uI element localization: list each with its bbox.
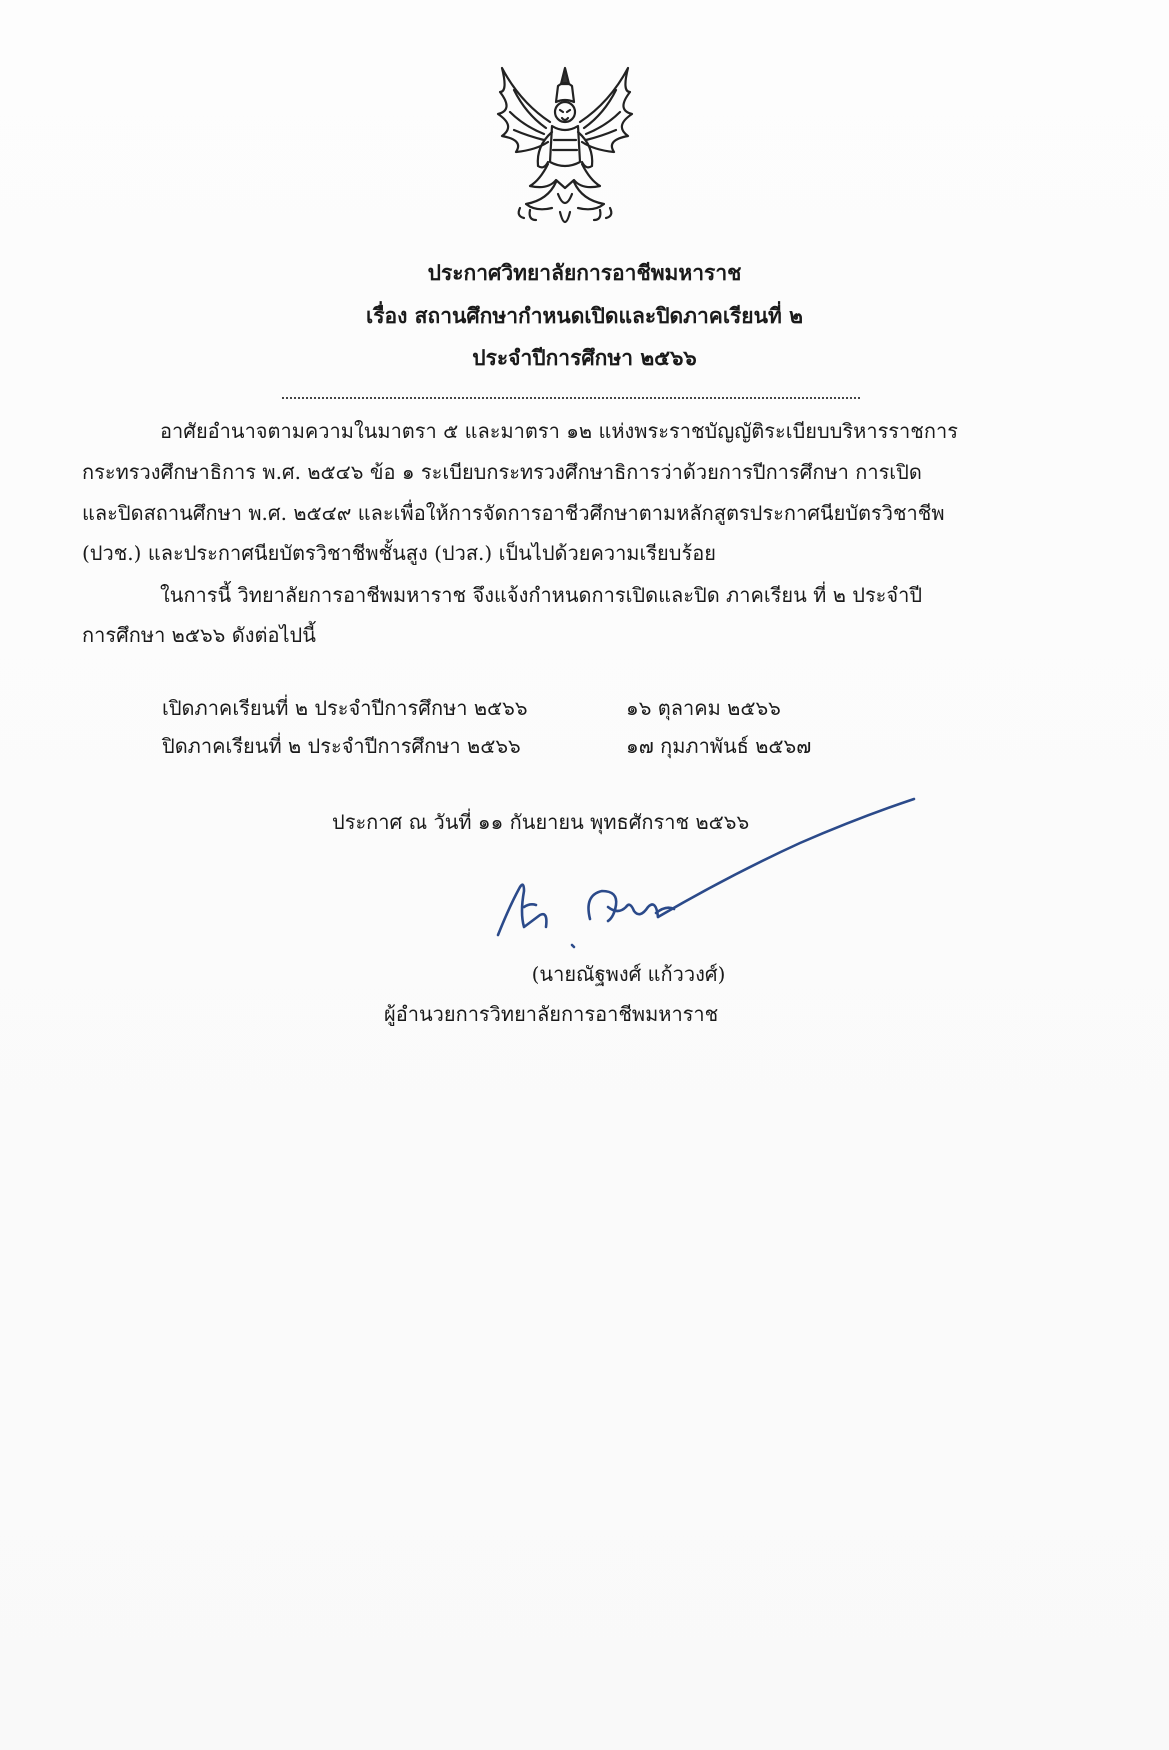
semester-close-label: ปิดภาคเรียนที่ ๒ ประจำปีการศึกษา ๒๕๖๖ — [162, 734, 521, 758]
body-paragraph-line: (ปวช.) และประกาศนียบัตรวิชาชีพชั้นสูง (ปวส.) เป็นไปด้วยความเรียบร้อย — [82, 541, 716, 565]
dotted-divider — [282, 397, 860, 399]
handwritten-signature — [480, 795, 920, 965]
body-paragraph-line: ในการนี้ วิทยาลัยการอาชีพมหาราช จึงแจ้งกำหนดการเปิดและปิด ภาคเรียน ที่ ๒ ประจำปี — [160, 583, 923, 607]
announcement-subject: เรื่อง สถานศึกษากำหนดเปิดและปิดภาคเรียนที่ ๒ — [366, 303, 803, 328]
garuda-emblem-icon — [490, 62, 640, 238]
signer-title: ผู้อำนวยการวิทยาลัยการอาชีพมหาราช — [384, 1002, 719, 1026]
body-paragraph-line: กระทรวงศึกษาธิการ พ.ศ. ๒๕๔๖ ข้อ ๑ ระเบียบกระทรวงศึกษาธิการว่าด้วยการปีการศึกษา การเปิด — [82, 460, 922, 484]
signer-name-text: (นายณัฐพงศ์ แก้ววงศ์) — [531, 962, 726, 986]
signer-name — [0, 960, 1169, 988]
body-paragraph-line: การศึกษา ๒๕๖๖ ดังต่อไปนี้ — [82, 623, 316, 647]
announcement-date: ประกาศ ณ วันที่ ๑๑ กันยายน พุทธศักราช ๒๕๖๖ — [332, 810, 750, 834]
semester-open-label: เปิดภาคเรียนที่ ๒ ประจำปีการศึกษา ๒๕๖๖ — [162, 696, 528, 720]
announcement-title: ประกาศวิทยาลัยการอาชีพมหาราช — [427, 260, 742, 285]
body-paragraph-line: และปิดสถานศึกษา พ.ศ. ๒๕๔๙ และเพื่อให้การจัดการอาชีวศึกษาตามหลักสูตรประกาศนียบัตรวิชาชีพ — [82, 501, 945, 525]
semester-open-date: ๑๖ ตุลาคม ๒๕๖๖ — [626, 696, 781, 720]
semester-close-date: ๑๗ กุมภาพันธ์ ๒๕๖๗ — [626, 734, 812, 758]
academic-year-line: ประจำปีการศึกษา ๒๕๖๖ — [472, 345, 697, 370]
body-paragraph-line: อาศัยอำนาจตามความในมาตรา ๕ และมาตรา ๑๒ แห่งพระราชบัญญัติระเบียบบริหารราชการ — [160, 419, 958, 443]
